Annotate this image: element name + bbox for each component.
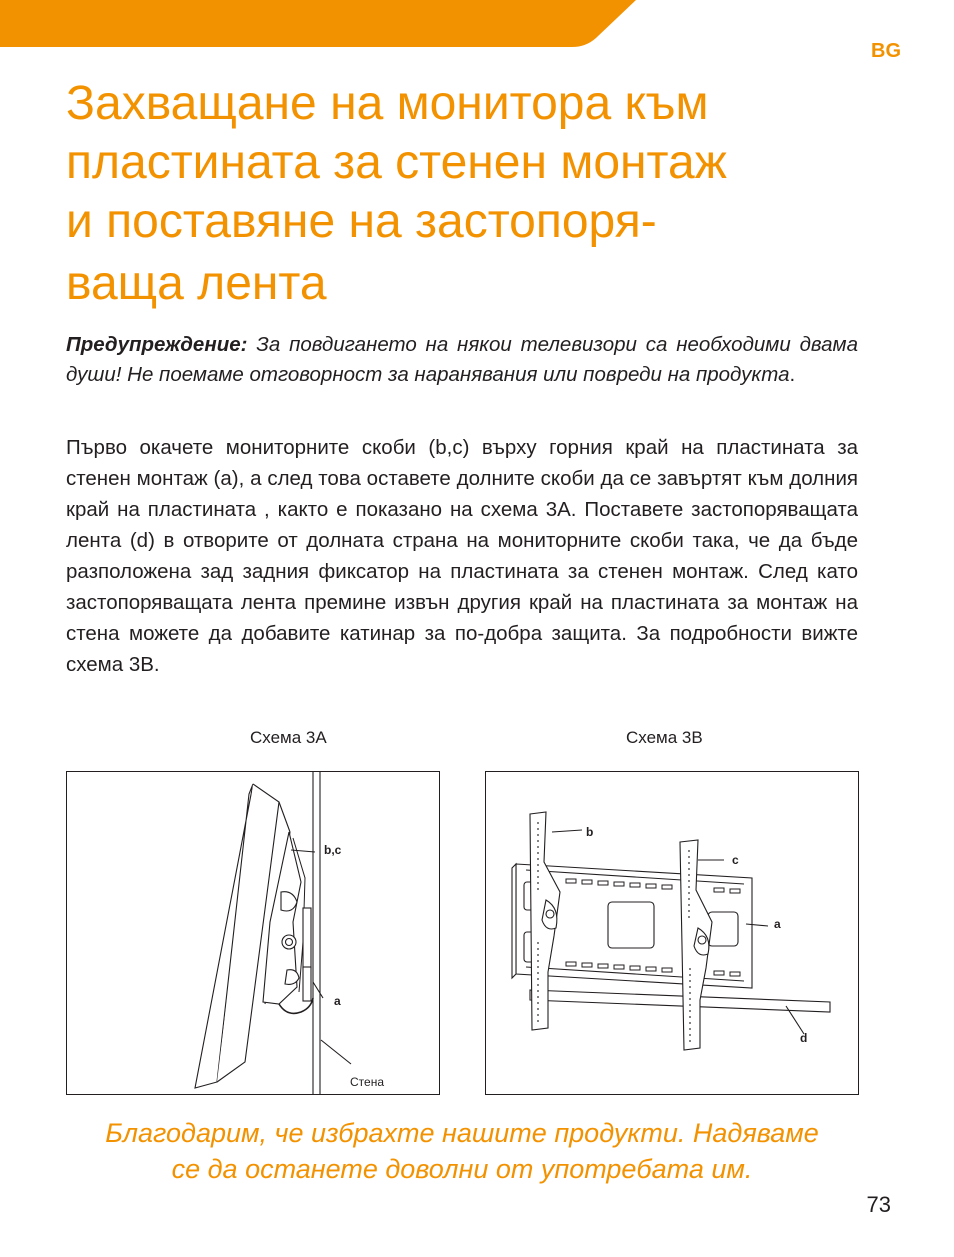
label-a: a (774, 917, 781, 931)
warning-text: За повдигането на някои телевизори са необходими двама души! Не поемаме отговорност за наранявания или повреди на продукта (66, 333, 859, 386)
title-line-4: ваща лента (66, 257, 327, 310)
thanks-line-2: се да останете доволни от употребата им. (171, 1154, 753, 1184)
title-line-1: Захващане на монитора към (66, 77, 709, 130)
title-line-2: пластината за стенен монтаж (66, 136, 727, 189)
instructions-paragraph: Първо окачете мониторните скоби (b,c) върху горния край на пластината за стенен монтаж (а), а след това оставете долните скоби да се завъртят към долния край на пластината , както е показано на схема 3A. Поставете застопоряващата лента (d) в отворите от долната страна на мониторните скоби така, че да бъде разположена зад задния фиксатор на пластината за стенен монтаж. След като застопоряващата лента премине извън другия край на пластината за монтаж на стена можете да добавите катинар за по-добра защита. За подробности вижте схема 3B. (66, 436, 858, 676)
warning-end: . (789, 363, 796, 386)
title-line-3: и поставяне на застопоря- (66, 195, 657, 248)
warning-label: Предупреждение: (66, 333, 248, 356)
warning-paragraph (66, 330, 858, 390)
label-a: a (334, 994, 341, 1008)
label-b: b (586, 825, 594, 839)
header-accent-band (0, 0, 640, 48)
thanks-line-1: Благодарим, че избрахте нашите продукти. Надяваме (105, 1118, 819, 1148)
label-bc: b,c (324, 843, 342, 857)
figure-3a (66, 771, 440, 1095)
label-d: d (800, 1031, 808, 1045)
language-code: BG (871, 40, 901, 62)
page-title (66, 74, 886, 313)
label-wall: Стена (350, 1075, 385, 1089)
thanks-message (50, 1115, 874, 1187)
figure-b-caption: Схема 3B (626, 728, 703, 747)
front-view-illustration (486, 772, 858, 1094)
figure-3b (485, 771, 859, 1095)
figure-a-caption: Схема 3A (250, 728, 327, 747)
label-c: c (732, 853, 739, 867)
page-number: 73 (866, 1192, 891, 1217)
side-view-illustration (67, 772, 439, 1094)
